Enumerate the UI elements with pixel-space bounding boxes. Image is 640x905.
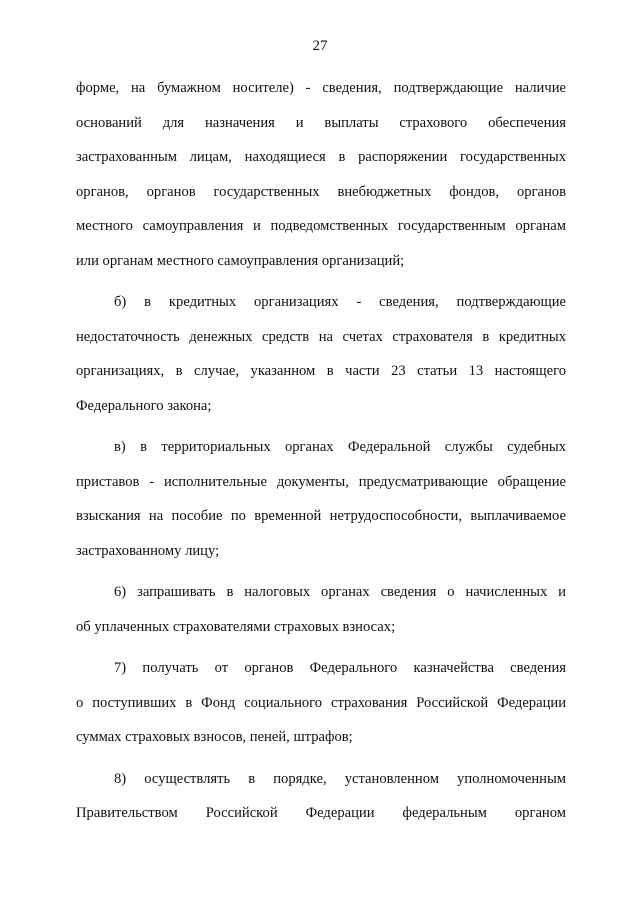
text-line: недостаточность денежных средств на счетах страхователя в кредитных (76, 328, 566, 345)
text-line: Правительством Российской Федерации федеральным органом (76, 805, 566, 821)
text-line: о поступивших в Фонд социального страхования Российской Федерации (76, 694, 566, 711)
text-line: приставов - исполнительные документы, предусматривающие обращение (76, 473, 566, 490)
text-line: форме, на бумажном носителе) - сведения, подтверждающие наличие (76, 80, 566, 96)
paragraph (76, 656, 566, 760)
page-number: 27 (312, 38, 328, 54)
body-text (76, 76, 566, 843)
text-line: оснований для назначения и выплаты страхового обеспечения (76, 114, 566, 131)
text-line: суммах страховых взносов, пеней, штрафов; (76, 729, 353, 745)
text-line: органов, органов государственных внебюджетных фондов, органов (76, 183, 566, 200)
text-line: взыскания на пособие по временной нетрудоспособности, выплачиваемое (76, 508, 566, 524)
text-line: в) в территориальных органах Федеральной службы судебных (114, 439, 566, 455)
paragraph (76, 435, 566, 573)
text-line: организациях, в случае, указанном в части 23 статьи 13 настоящего (76, 363, 566, 379)
text-line: или органам местного самоуправления организаций; (76, 252, 405, 269)
text-line: б) в кредитных организациях - сведения, подтверждающие (114, 294, 566, 310)
text-line: застрахованному лицу; (76, 542, 220, 559)
paragraph (76, 76, 566, 283)
text-line: 6) запрашивать в налоговых органах сведения о начисленных и (114, 584, 566, 600)
paragraph (76, 767, 566, 836)
text-line: 7) получать от органов Федерального казначейства сведения (114, 660, 566, 676)
text-line: Федерального закона; (76, 397, 212, 414)
text-line: застрахованным лицам, находящиеся в распоряжении государственных (76, 149, 566, 165)
text-line: об уплаченных страхователями страховых взносах; (76, 618, 396, 635)
text-line: местного самоуправления и подведомственных государственным органам (76, 218, 566, 234)
text-line: 8) осуществлять в порядке, установленном уполномоченным (114, 770, 566, 787)
paragraph (76, 580, 566, 649)
paragraph (76, 290, 566, 428)
